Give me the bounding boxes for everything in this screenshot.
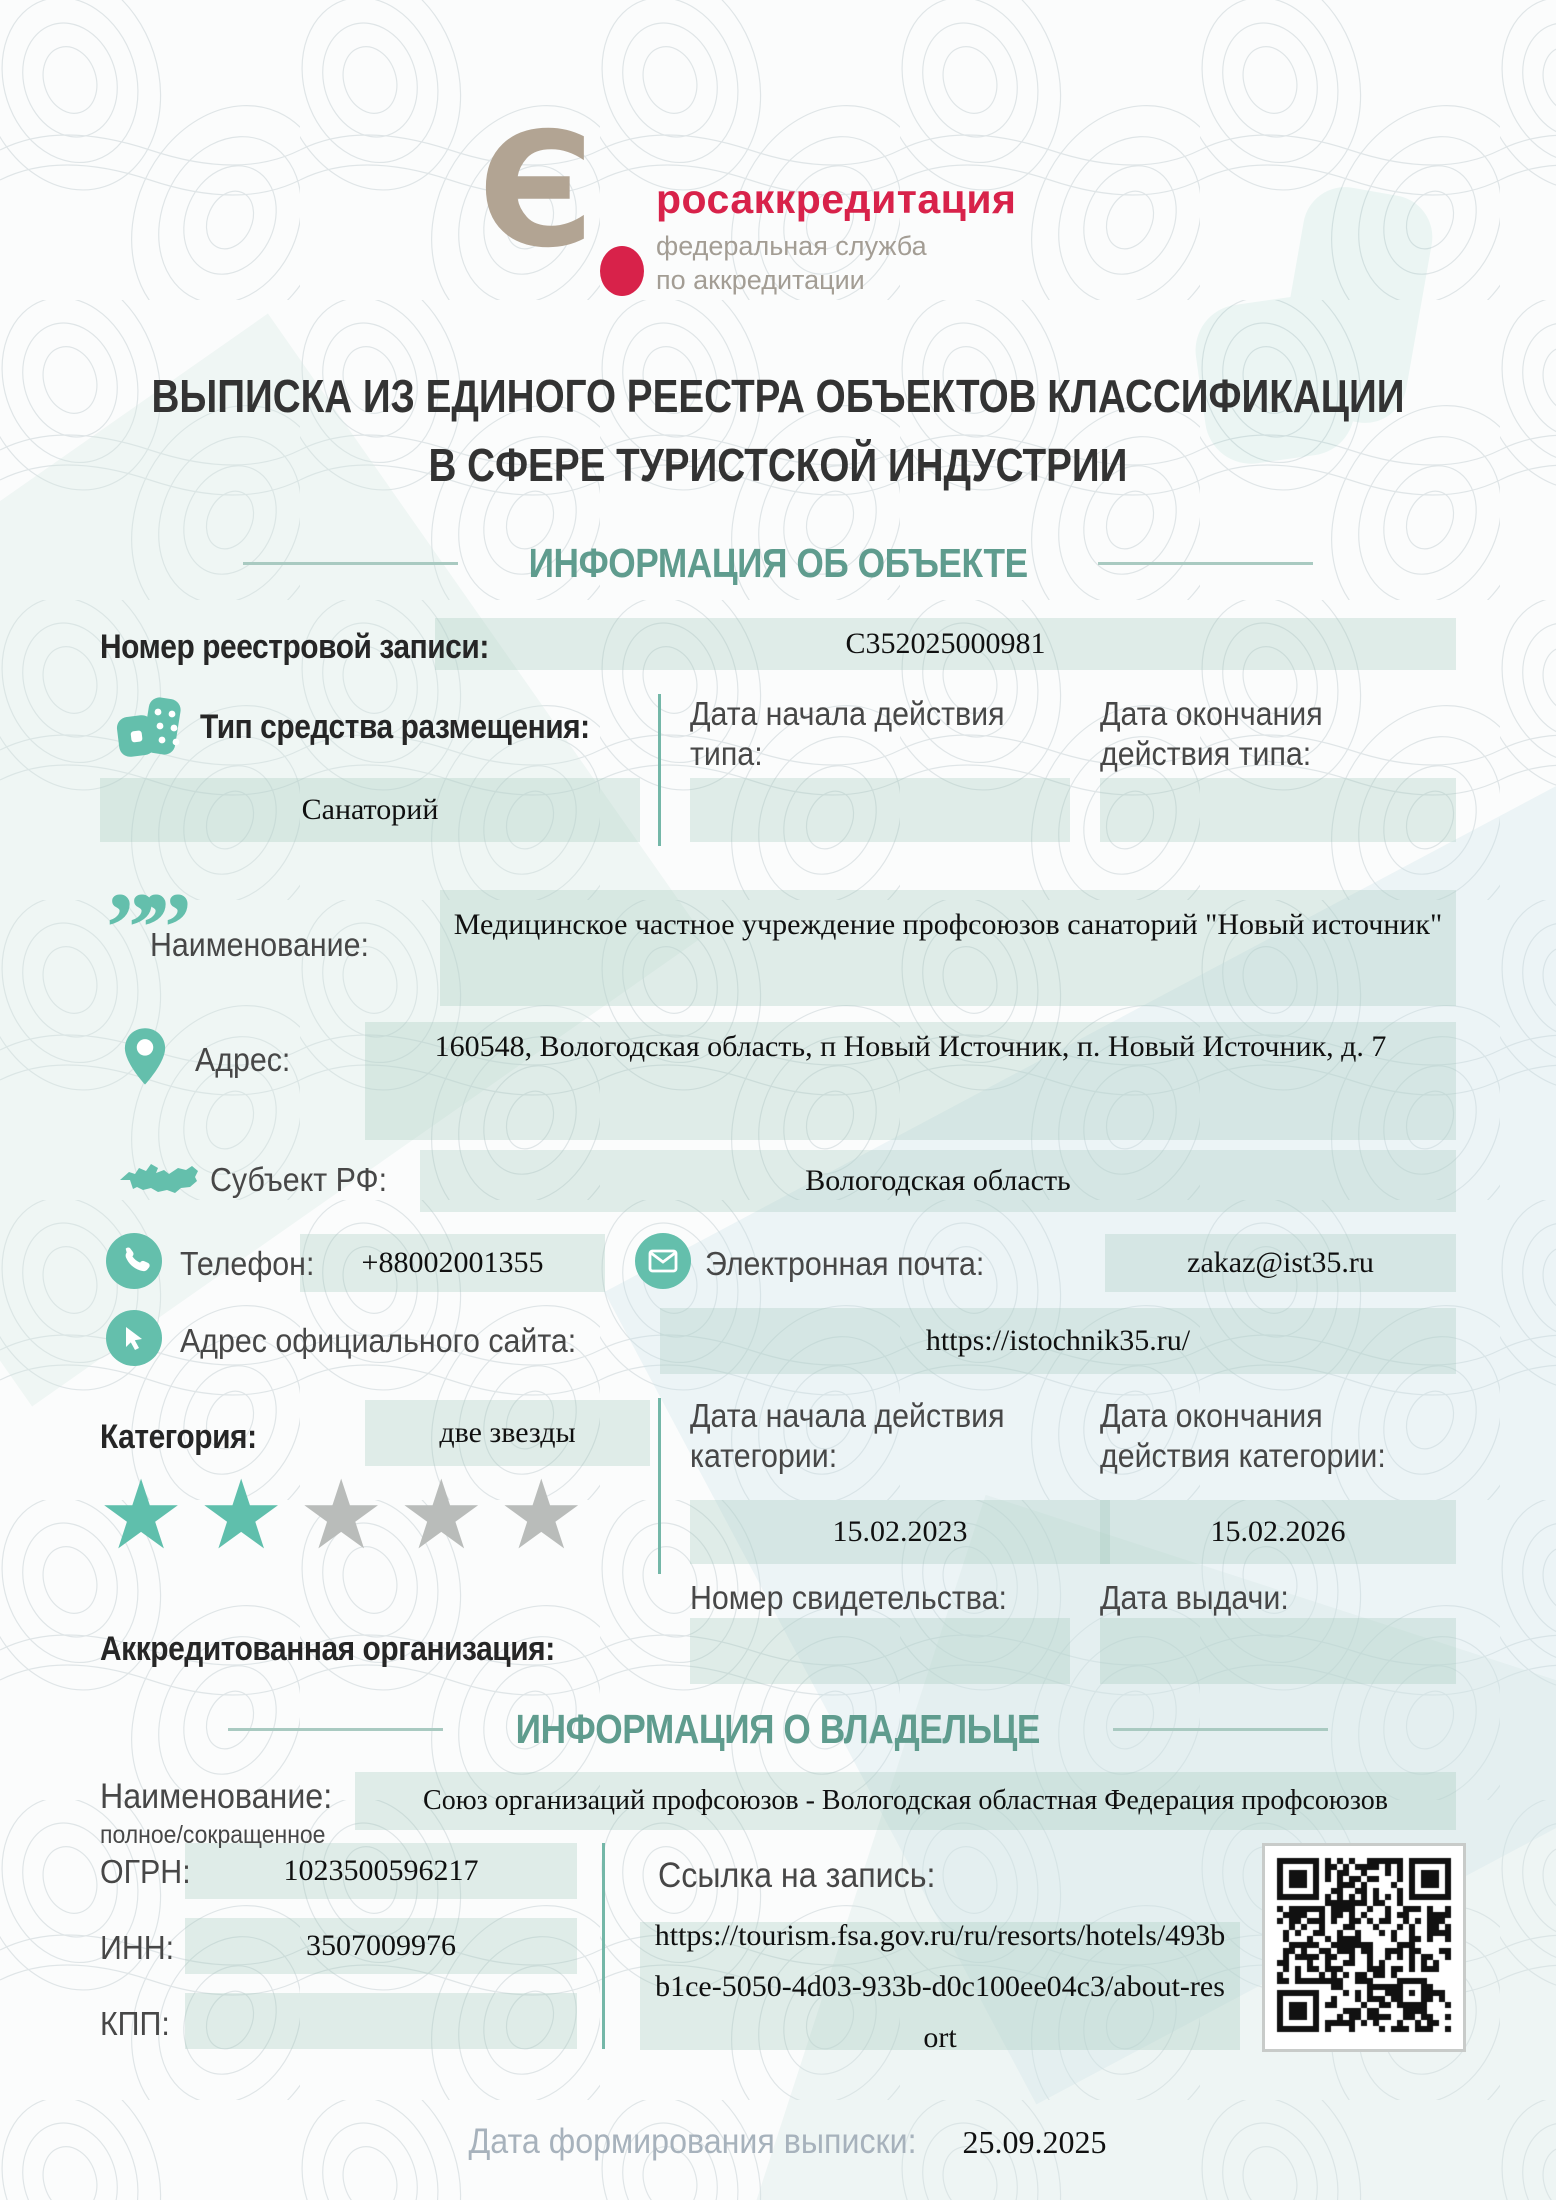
category-start-date-label: Дата начала действия категории:	[690, 1397, 1005, 1475]
column-divider	[658, 694, 661, 846]
column-divider	[602, 1843, 605, 2049]
object-name-value: Медицинское частное учреждение профсоюзов санаторий "Новый источник"	[440, 890, 1456, 1006]
owner-name-label: Наименование:	[100, 1777, 333, 1816]
column-divider	[658, 1398, 661, 1574]
russia-map-icon	[118, 1150, 198, 1204]
category-end-date-value: 15.02.2026	[1100, 1500, 1456, 1564]
record-link-value[interactable]: https://tourism.fsa.gov.ru/ru/resorts/hotels/493bb1ce-5050-4d03-933b-d0c100ee04c3/about-resort	[640, 1922, 1240, 2050]
type-start-date-label: Дата начала действия типа:	[690, 695, 1005, 773]
brand-subtitle-line1: федеральная служба	[656, 231, 927, 261]
phone-label: Телефон:	[180, 1245, 315, 1282]
star-filled-icon: ★	[198, 1462, 299, 1569]
address-label: Адрес:	[195, 1041, 291, 1078]
section-divider-line	[1113, 1728, 1328, 1731]
dice-icon	[116, 696, 188, 762]
owner-name-value: Союз организаций профсоюзов - Вологодская областная Федерация профсоюзов	[355, 1772, 1456, 1830]
section-divider-line	[1098, 562, 1313, 565]
qr-code	[1262, 1843, 1466, 2052]
star-rating	[98, 1462, 658, 1569]
rosaccreditation-logo-icon: Є	[478, 99, 594, 283]
kpp-value	[185, 1993, 577, 2049]
category-end-date-label: Дата окончания действия категории:	[1100, 1397, 1386, 1475]
brand-name: росаккредитация	[656, 176, 1017, 222]
object-name-label: Наименование:	[150, 926, 369, 963]
ogrn-label: ОГРН:	[100, 1853, 191, 1890]
section-object-info	[0, 540, 1556, 587]
section-owner-info-title: ИНФОРМАЦИЯ О ВЛАДЕЛЬЦЕ	[515, 1706, 1041, 1752]
issue-date-label: Дата выдачи:	[1100, 1579, 1289, 1616]
cursor-icon	[106, 1310, 162, 1366]
logo-red-dot-icon	[600, 246, 644, 296]
record-link-label: Ссылка на запись:	[658, 1856, 936, 1895]
section-object-info-title: ИНФОРМАЦИЯ ОБ ОБЪЕКТЕ	[528, 540, 1028, 586]
accredited-org-label: Аккредитованная организация:	[100, 1630, 555, 1668]
document-title	[0, 362, 1556, 500]
type-start-date-value	[690, 778, 1070, 842]
generated-date-value: 25.09.2025	[962, 2124, 1107, 2160]
accommodation-type-label: Тип средства размещения:	[200, 708, 590, 746]
brand-subtitle-line2: по аккредитации	[656, 264, 865, 295]
generated-date-label: Дата формирования выписки:	[468, 2122, 918, 2161]
phone-icon	[106, 1233, 162, 1289]
kpp-label: КПП:	[100, 2005, 170, 2042]
ogrn-value: 1023500596217	[185, 1843, 577, 1899]
address-value: 160548, Вологодская область, п Новый Источник, п. Новый Источник, д. 7	[365, 1022, 1456, 1140]
footer	[0, 2122, 1556, 2162]
section-divider-line	[243, 562, 458, 565]
region-value: Вологодская область	[420, 1150, 1456, 1212]
email-icon	[635, 1233, 691, 1289]
title-line-1: ВЫПИСКА ИЗ ЕДИНОГО РЕЕСТРА ОБЪЕКТОВ КЛАССИФИКАЦИИ	[151, 370, 1405, 422]
star-empty-icon: ★	[398, 1462, 499, 1569]
phone-value: +88002001355	[300, 1234, 605, 1292]
category-label: Категория:	[100, 1418, 257, 1456]
type-end-date-label: Дата окончания действия типа:	[1100, 695, 1323, 773]
certificate-number-value	[690, 1618, 1070, 1684]
site-value[interactable]: https://istochnik35.ru/	[660, 1308, 1456, 1374]
title-line-2: В СФЕРЕ ТУРИСТСКОЙ ИНДУСТРИИ	[428, 439, 1128, 491]
registry-number-value: С352025000981	[435, 618, 1456, 670]
category-value: две звезды	[365, 1400, 650, 1466]
star-empty-icon: ★	[298, 1462, 399, 1569]
certificate-number-label: Номер свидетельства:	[690, 1579, 1007, 1616]
accommodation-type-value: Санаторий	[100, 778, 640, 842]
agency-logo	[478, 99, 1178, 308]
site-label: Адрес официального сайта:	[180, 1322, 577, 1359]
email-value[interactable]: zakaz@ist35.ru	[1105, 1234, 1456, 1292]
email-label: Электронная почта:	[705, 1245, 985, 1282]
quote-icon: ””	[106, 872, 178, 983]
section-owner-info	[0, 1706, 1556, 1753]
type-end-date-value	[1100, 778, 1456, 842]
inn-label: ИНН:	[100, 1929, 175, 1966]
region-label: Субъект РФ:	[210, 1161, 388, 1198]
inn-value: 3507009976	[185, 1918, 577, 1974]
owner-name-sublabel: полное/сокращенное	[100, 1821, 326, 1849]
location-pin-icon	[122, 1026, 168, 1088]
star-filled-icon: ★	[98, 1462, 199, 1569]
star-empty-icon: ★	[498, 1462, 599, 1569]
registry-number-label: Номер реестровой записи:	[100, 628, 489, 666]
section-divider-line	[228, 1728, 443, 1731]
category-start-date-value: 15.02.2023	[690, 1500, 1110, 1564]
issue-date-value	[1100, 1618, 1456, 1684]
